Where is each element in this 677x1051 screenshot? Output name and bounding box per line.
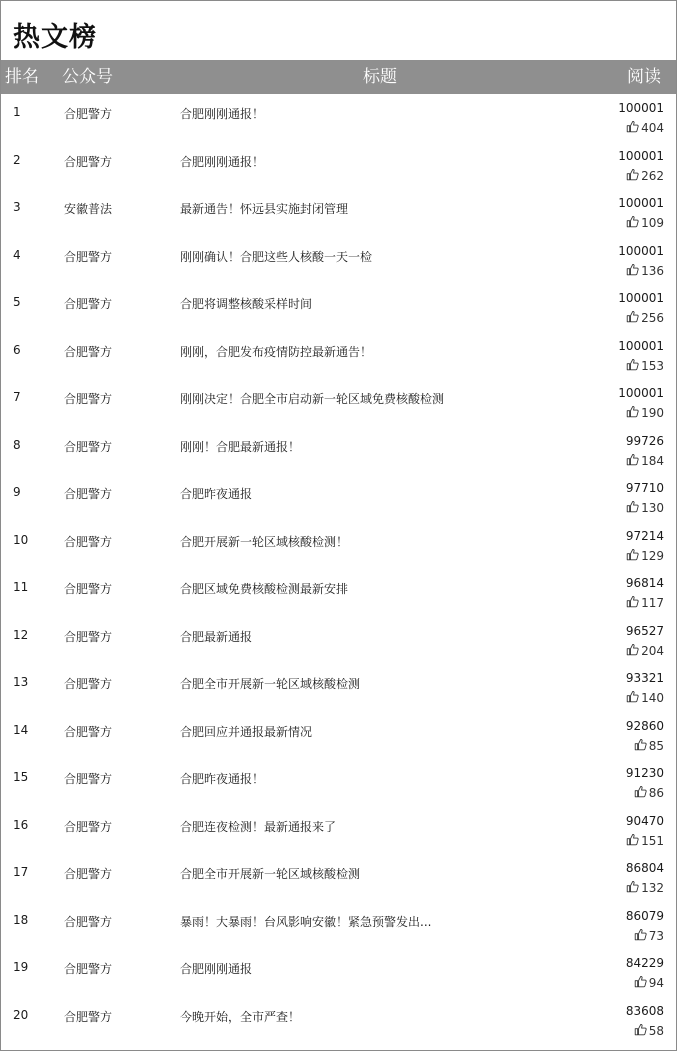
row-read-count: 100001	[618, 291, 664, 305]
table-header	[1, 60, 676, 94]
header-rank: 排名	[5, 67, 39, 87]
row-like-count: 262	[641, 168, 664, 183]
row-rank: 10	[13, 532, 29, 547]
row-account[interactable]: 合肥警方	[64, 249, 113, 264]
row-account[interactable]: 合肥警方	[64, 392, 113, 406]
table-row[interactable]	[1, 285, 676, 333]
row-likes	[626, 880, 664, 896]
thumbs-up-icon	[634, 928, 649, 944]
thumbs-up-icon	[634, 1023, 649, 1039]
row-likes	[626, 215, 664, 231]
row-like-count: 151	[641, 833, 664, 848]
row-like-count: 184	[641, 453, 664, 468]
row-rank: 8	[13, 437, 21, 452]
table-row[interactable]	[1, 808, 676, 856]
row-likes	[626, 310, 664, 326]
table-row[interactable]	[1, 428, 676, 476]
row-title-link[interactable]: 刚刚确认！合肥这些人核酸一天一检	[180, 249, 373, 264]
row-read-count: 96527	[625, 623, 664, 638]
row-title-link[interactable]: 合肥刚刚通报！	[180, 154, 265, 169]
page-title: 热文榜	[13, 22, 97, 53]
row-likes	[626, 643, 664, 659]
table-row[interactable]	[1, 665, 676, 713]
row-read-count: 99726	[625, 433, 664, 448]
row-account[interactable]: 合肥警方	[64, 439, 113, 454]
row-like-count: 132	[641, 881, 664, 895]
table-row[interactable]	[1, 143, 676, 191]
row-title-link[interactable]: 合肥昨夜通报	[180, 487, 253, 501]
row-title-link[interactable]: 合肥最新通报	[180, 629, 253, 644]
row-read-count: 100001	[618, 101, 664, 115]
row-rank: 15	[13, 770, 29, 784]
row-rank: 9	[13, 485, 21, 499]
row-like-count: 153	[641, 358, 664, 373]
row-title-link[interactable]: 合肥连夜检测！最新通报来了	[180, 819, 337, 834]
row-likes	[634, 785, 664, 801]
row-likes	[626, 500, 664, 516]
row-read-count: 100001	[618, 148, 664, 163]
row-read-count: 86079	[625, 908, 664, 923]
row-rank: 12	[13, 627, 29, 642]
thumbs-up-icon	[626, 690, 641, 706]
thumbs-up-icon	[626, 548, 641, 564]
thumbs-up-icon	[626, 215, 641, 231]
thumbs-up-icon	[634, 738, 649, 754]
row-read-count: 100001	[618, 338, 664, 353]
row-title-link[interactable]: 合肥昨夜通报！	[180, 772, 265, 786]
table-row[interactable]	[1, 238, 676, 286]
row-account[interactable]: 合肥警方	[64, 677, 113, 691]
thumbs-up-icon	[626, 880, 641, 896]
row-title-link[interactable]: 合肥将调整核酸采样时间	[180, 297, 313, 311]
row-like-count: 404	[641, 121, 664, 135]
table-row[interactable]	[1, 760, 676, 808]
row-account[interactable]: 合肥警方	[64, 534, 113, 549]
row-likes	[626, 690, 664, 706]
row-rank: 2	[13, 152, 21, 167]
row-like-count: 140	[641, 691, 664, 705]
row-read-count: 96814	[625, 576, 664, 590]
thumbs-up-icon	[626, 500, 641, 516]
row-read-count: 100001	[618, 386, 664, 400]
row-read-count: 97214	[625, 528, 664, 543]
row-rank: 19	[13, 960, 29, 974]
row-like-count: 256	[641, 311, 664, 325]
thumbs-up-icon	[634, 785, 649, 801]
row-like-count: 58	[648, 1023, 664, 1038]
row-title-link[interactable]: 刚刚，合肥发布疫情防控最新通告！	[180, 344, 373, 359]
row-rank: 14	[13, 722, 29, 737]
row-like-count: 109	[641, 216, 664, 230]
row-likes	[626, 453, 664, 469]
row-read-count: 100001	[618, 243, 664, 258]
row-account[interactable]: 合肥警方	[64, 487, 113, 501]
thumbs-up-icon	[626, 833, 641, 849]
row-rank: 3	[13, 200, 21, 214]
row-account[interactable]: 合肥警方	[64, 914, 113, 929]
row-account[interactable]: 合肥警方	[64, 724, 113, 739]
thumbs-up-icon	[626, 595, 641, 611]
row-read-count: 84229	[625, 956, 664, 970]
row-rank: 4	[13, 247, 21, 262]
article-list	[1, 95, 676, 1045]
row-title-link[interactable]: 合肥全市开展新一轮区域核酸检测	[180, 867, 361, 881]
row-account[interactable]: 合肥警方	[64, 772, 113, 786]
table-row[interactable]	[1, 855, 676, 903]
row-title-link[interactable]: 最新通告！怀远县实施封闭管理	[180, 202, 349, 216]
row-title-link[interactable]: 合肥开展新一轮区域核酸检测！	[180, 534, 349, 549]
row-read-count: 91230	[625, 766, 664, 780]
table-row[interactable]	[1, 333, 676, 381]
row-title-link[interactable]: 合肥回应并通报最新情况	[180, 724, 313, 739]
thumbs-up-icon	[626, 358, 641, 374]
row-title-link[interactable]: 暴雨！大暴雨！台风影响安徽！紧急预警发出...	[180, 914, 432, 929]
table-row[interactable]	[1, 903, 676, 951]
header-title: 标题	[363, 67, 397, 87]
row-read-count: 100001	[618, 196, 664, 210]
row-read-count: 86804	[625, 861, 664, 875]
row-likes	[626, 405, 664, 421]
table-row[interactable]	[1, 190, 676, 238]
row-rank: 7	[13, 390, 21, 404]
row-likes	[634, 1023, 664, 1039]
row-read-count: 93321	[625, 671, 664, 685]
row-like-count: 117	[641, 596, 664, 610]
row-account[interactable]: 合肥警方	[64, 867, 113, 881]
row-likes	[626, 168, 664, 184]
row-read-count: 92860	[625, 718, 664, 733]
row-account[interactable]: 安徽普法	[64, 202, 113, 216]
row-rank: 11	[13, 580, 29, 594]
row-like-count: 73	[648, 928, 664, 943]
row-account[interactable]: 合肥警方	[64, 154, 113, 169]
row-likes	[626, 263, 664, 279]
thumbs-up-icon	[626, 263, 641, 279]
row-likes	[626, 595, 664, 611]
row-rank: 16	[13, 817, 29, 832]
table-row[interactable]	[1, 713, 676, 761]
row-account[interactable]: 合肥警方	[64, 297, 113, 311]
row-rank: 1	[13, 105, 21, 119]
row-rank: 13	[13, 675, 29, 689]
row-title-link[interactable]: 合肥刚刚通报！	[180, 107, 265, 121]
row-account[interactable]: 合肥警方	[64, 962, 113, 976]
row-title-link[interactable]: 合肥全市开展新一轮区域核酸检测	[180, 677, 361, 691]
row-likes	[626, 548, 664, 564]
thumbs-up-icon	[626, 405, 641, 421]
row-title-link[interactable]: 合肥区域免费核酸检测最新安排	[180, 582, 349, 596]
row-like-count: 190	[641, 406, 664, 420]
row-title-link[interactable]: 合肥刚刚通报	[180, 962, 253, 976]
row-read-count: 90470	[625, 813, 664, 828]
row-like-count: 86	[648, 786, 664, 800]
row-account[interactable]: 合肥警方	[64, 582, 113, 596]
row-account[interactable]: 合肥警方	[64, 1009, 113, 1024]
header-reads: 阅读	[627, 67, 661, 87]
row-title-link[interactable]: 今晚开始，全市严查！	[180, 1009, 301, 1024]
row-likes	[626, 120, 664, 136]
thumbs-up-icon	[634, 975, 649, 991]
table-row[interactable]	[1, 380, 676, 428]
row-rank: 17	[13, 865, 29, 879]
table-row[interactable]	[1, 475, 676, 523]
thumbs-up-icon	[626, 168, 641, 184]
row-like-count: 85	[648, 738, 664, 753]
row-like-count: 204	[641, 643, 664, 658]
table-row[interactable]	[1, 950, 676, 998]
row-likes	[634, 975, 664, 991]
row-like-count: 130	[641, 501, 664, 515]
row-account[interactable]: 合肥警方	[64, 629, 113, 644]
table-row[interactable]	[1, 523, 676, 571]
row-like-count: 136	[641, 263, 664, 278]
row-likes	[626, 833, 664, 849]
row-like-count: 129	[641, 548, 664, 563]
thumbs-up-icon	[626, 643, 641, 659]
row-read-count: 83608	[625, 1003, 664, 1018]
thumbs-up-icon	[626, 310, 641, 326]
row-rank: 18	[13, 912, 29, 927]
table-row[interactable]	[1, 618, 676, 666]
row-rank: 6	[13, 342, 21, 357]
row-title-link[interactable]: 刚刚决定！合肥全市启动新一轮区域免费核酸检测	[180, 392, 445, 406]
row-account[interactable]: 合肥警方	[64, 344, 113, 359]
row-like-count: 94	[648, 976, 664, 990]
row-rank: 20	[13, 1007, 29, 1022]
thumbs-up-icon	[626, 120, 641, 136]
thumbs-up-icon	[626, 453, 641, 469]
row-read-count: 97710	[625, 481, 664, 495]
header-account: 公众号	[62, 67, 113, 87]
table-row[interactable]	[1, 95, 676, 143]
row-rank: 5	[13, 295, 21, 309]
row-likes	[634, 738, 664, 754]
row-account[interactable]: 合肥警方	[64, 819, 113, 834]
table-row[interactable]	[1, 998, 676, 1046]
row-title-link[interactable]: 刚刚！合肥最新通报！	[180, 439, 301, 454]
table-row[interactable]	[1, 570, 676, 618]
row-likes	[634, 928, 664, 944]
row-account[interactable]: 合肥警方	[64, 107, 113, 121]
row-likes	[626, 358, 664, 374]
